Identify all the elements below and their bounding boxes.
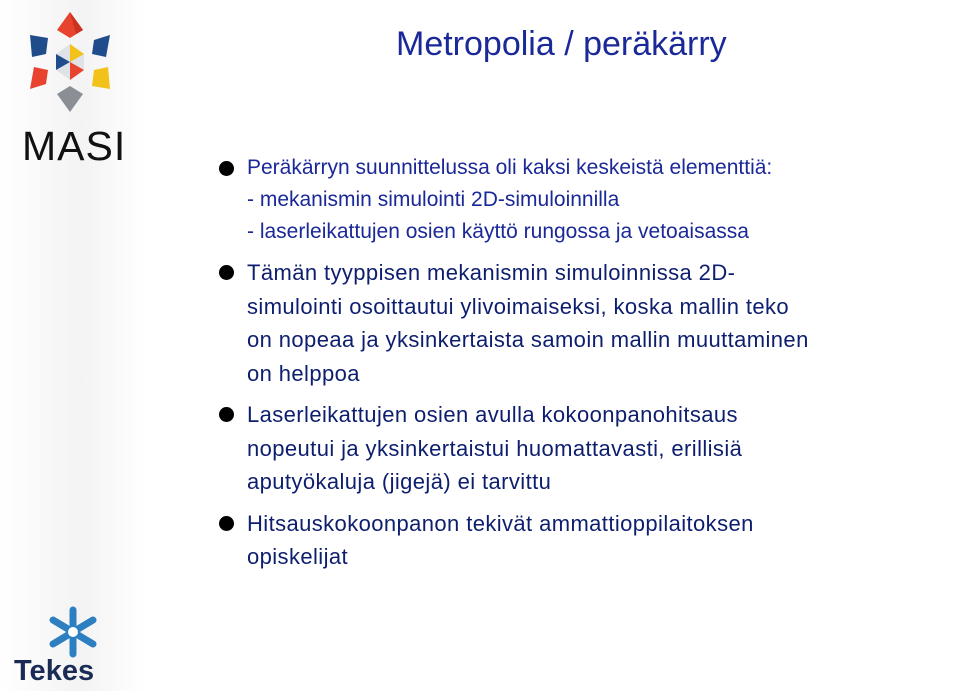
- bullet-line: simulointi osoittautui ylivoimaiseksi, koska mallin teko: [247, 293, 790, 319]
- bullet-line: - laserleikattujen osien käyttö rungossa ja vetoaisassa: [247, 220, 749, 243]
- tekes-logo-icon: [44, 606, 102, 658]
- bullet-line: Tämän tyyppisen mekanismin simuloinnissa 2D-: [247, 260, 736, 285]
- bullet-line: on nopeaa ja yksinkertaista samoin mallin muuttaminen: [247, 327, 809, 352]
- bullet-line: Laserleikattujen osien avulla kokoonpanohitsaus: [247, 402, 738, 427]
- bullet-line: nopeutui ja yksinkertaistui huomattavasti, erillisiä: [247, 435, 743, 461]
- bullet-dot-icon: [219, 516, 234, 531]
- bullet-list: [214, 152, 954, 574]
- bullet-line: Peräkärryn suunnittelussa oli kaksi keskeistä elementtiä:: [247, 156, 773, 179]
- bullet-item: [214, 398, 954, 499]
- bullet-line: on helppoa: [247, 360, 360, 386]
- bullet-line: aputyökaluja (jigejä) ei tarvittu: [247, 469, 552, 494]
- bullet-line: opiskelijat: [247, 544, 349, 569]
- bullet-item: [214, 507, 954, 574]
- bullet-dot-icon: [219, 407, 234, 422]
- tekes-logo-text: Tekes: [14, 655, 95, 687]
- bullet-dot-icon: [219, 265, 234, 280]
- masi-logo-text: MASI: [22, 123, 127, 169]
- bullet-dot-icon: [219, 161, 234, 176]
- masi-logo-icon: [22, 10, 118, 114]
- bullet-item: [214, 152, 954, 248]
- bullet-item: [214, 256, 954, 390]
- bullet-line: Hitsauskokoonpanon tekivät ammattioppilaitoksen: [247, 510, 754, 536]
- logo-sidebar: [0, 0, 146, 691]
- slide-title: Metropolia / peräkärry: [396, 25, 727, 63]
- bullet-line: - mekanismin simulointi 2D-simuloinnilla: [247, 188, 620, 211]
